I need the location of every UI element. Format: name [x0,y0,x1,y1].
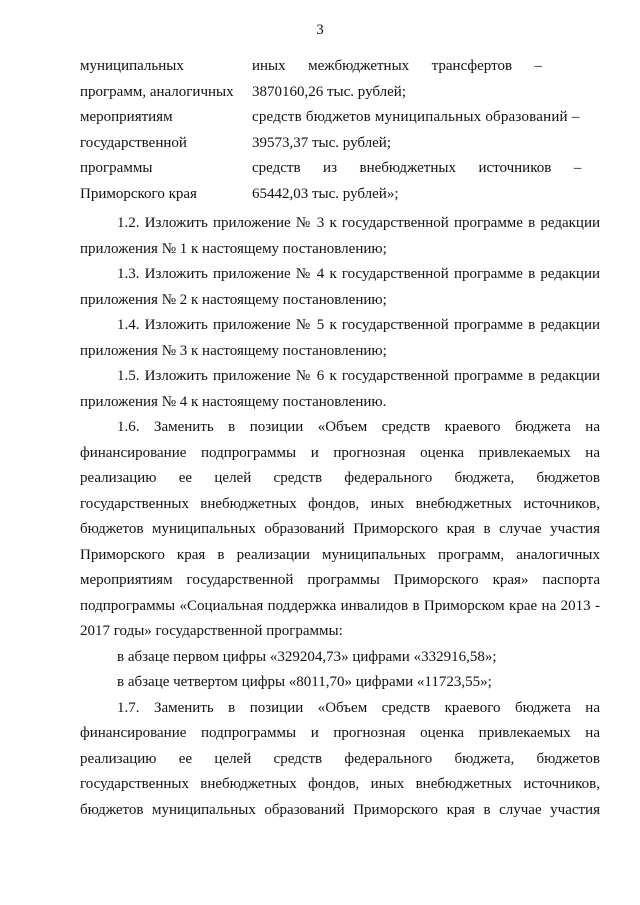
table-row-value: средств из внебюджетных источников – [252,160,582,176]
table-row-value: 65442,03 тыс. рублей»; [252,185,399,202]
page-number: 3 [316,22,324,38]
table-row-label: программы [80,160,153,176]
table-row [80,186,600,212]
paragraph-1-5: 1.5. Изложить приложение № 6 к государственной программе в редакции приложения № 4 к настоящему постановлению. [80,368,600,410]
paragraph-1-4: 1.4. Изложить приложение № 5 к государственной программе в редакции приложения № 3 к настоящему постановлению; [80,317,600,359]
table-row-label: муниципальных [80,58,184,74]
table-row [80,160,600,186]
table-row [80,58,600,84]
budget-table [80,58,600,211]
subparagraph-fourth: в абзаце четвертом цифры «8011,70» цифрами «11723,55»; [117,674,492,690]
table-row-label: Приморского края [80,185,197,202]
paragraph-1-6: 1.6. Заменить в позиции «Объем средств краевого бюджета на финансирование подпрограммы и прогнозная оценка привлекаемых на реализацию ее целей средств федерального бюджета, бюджетов государственных внебюджетных фондов, иных внебюджетных источников, бюджетов муниципальных образований Приморского края в случае участия Приморского края в реализации муниципальных программ, аналогичных мероприятиям государственной программы Приморского края» паспорта подпрограммы «Социальная поддержка инвалидов в Приморском крае на 2013 - 2017 годы» государственной программы: [80,419,600,639]
table-row-value: 3870160,26 тыс. рублей; [252,83,406,100]
paragraph-1-7: 1.7. Заменить в позиции «Объем средств краевого бюджета на финансирование подпрограммы и прогнозная оценка привлекаемых на реализацию ее целей средств федерального бюджета, бюджетов государственных внебюджетных фондов, иных внебюджетных источников, бюджетов муниципальных образований Приморского края в случае участия [80,699,600,818]
table-row [80,84,600,110]
paragraph-1-3: 1.3. Изложить приложение № 4 к государственной программе в редакции приложения № 2 к настоящему постановлению; [80,266,600,308]
table-row-label: программ, аналогичных [80,83,234,100]
table-row-label: государственной [80,134,187,151]
table-row-value: средств бюджетов муниципальных образований – [252,109,580,125]
table-row-label: мероприятиям [80,109,173,125]
table-row [80,135,600,161]
subparagraph-first: в абзаце первом цифры «329204,73» цифрами «332916,58»; [117,648,497,665]
table-row [80,109,600,135]
table-row-value: иных межбюджетных трансфертов – [252,58,543,74]
paragraph-1-2: 1.2. Изложить приложение № 3 к государственной программе в редакции приложения № 1 к настоящему постановлению; [80,215,600,257]
document-body [80,211,600,823]
table-row-value: 39573,37 тыс. рублей; [252,134,391,151]
